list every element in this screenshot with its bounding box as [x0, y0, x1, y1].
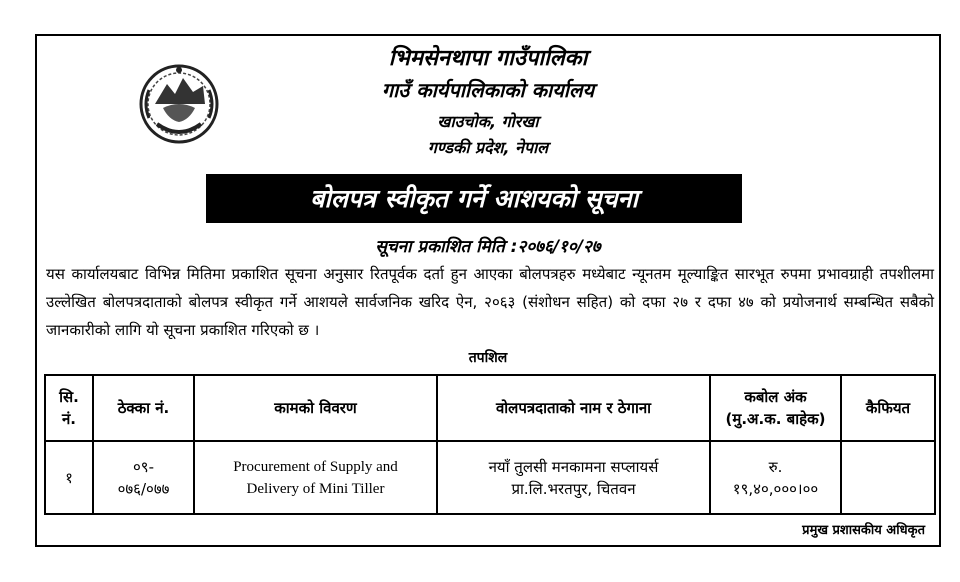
signatory: प्रमुख प्रशासकीय अधिकृत — [802, 523, 925, 538]
published-date: सूचना प्रकाशित मिति :२०७६/१०/२७ — [375, 237, 601, 257]
notice-title-banner: बोलपत्र स्वीकृत गर्ने आशयको सूचना — [206, 174, 742, 223]
header-bidder: वोलपत्रदाताको नाम र ठेगाना — [437, 375, 710, 441]
notice-body: यस कार्यालयबाट विभिन्न मितिमा प्रकाशित सूचना अनुसार रितपूर्वक दर्ता हुन आएका बोलपत्रहरु मध्येबाट न्यूनतम मूल्याङ्कित सारभूत रुपमा प्रभावग्राही तपशीलमा उल्लेखित बोलपत्रदाताको बोलपत्र स्वीकृत गर्ने आशयले सार्वजनिक खरिद ऐन, २०६३ (संशोधन सहित) को दफा २७ र दफा ४७ को प्रयोजनार्थ सम्बन्धित सबैको जानकारीको लागि यो सूचना प्रकाशित गरिएको छ । — [46, 265, 934, 339]
cell-remarks — [841, 441, 935, 514]
cell-bid-amount — [710, 441, 841, 514]
nepal-government-emblem-icon — [133, 60, 225, 148]
bid-amount: १९,४०,०००।०० — [732, 479, 819, 498]
header-serial-number — [45, 375, 93, 441]
office-name: भिमसेनथापा गाउँपालिका — [388, 46, 588, 71]
office-subtitle: गाउँ कार्यपालिकाको कार्यालय — [381, 78, 595, 102]
header-remarks: कैफियत — [841, 375, 935, 441]
description-line-1: Procurement of Supply and — [233, 458, 398, 475]
table-header-row — [45, 375, 935, 441]
header-serial-line-1: सि. — [59, 388, 79, 406]
contract-number-line-1: ०९- — [132, 457, 154, 476]
notice-frame — [35, 34, 941, 547]
table-row — [45, 441, 935, 514]
details-heading: तपशिल — [468, 350, 508, 366]
header-work-description: कामको विवरण — [194, 375, 437, 441]
cell-contract-number — [93, 441, 194, 514]
contract-number-line-2: ०७६/०७७ — [117, 479, 170, 498]
address-line-1: खाउचोक, गोरखा — [437, 112, 539, 131]
header-bid-amount-line-2: (मु.अ.क. बाहेक) — [725, 410, 826, 428]
cell-work-description — [194, 441, 437, 514]
header-bid-amount-line-1: कबोल अंक — [744, 388, 807, 406]
cell-serial-number: १ — [45, 441, 93, 514]
description-line-2: Delivery of Mini Tiller — [246, 480, 385, 497]
header-serial-line-2: नं. — [61, 410, 77, 428]
bid-currency: रु. — [768, 457, 783, 476]
bidder-line-1: नयाँ तुलसी मनकामना सप्लायर्स — [488, 457, 659, 476]
bidder-line-2: प्रा.लि.भरतपुर, चितवन — [511, 479, 636, 498]
header-bid-amount — [710, 375, 841, 441]
header-contract-number: ठेक्का नं. — [93, 375, 194, 441]
cell-bidder — [437, 441, 710, 514]
awards-table — [44, 374, 936, 515]
address-line-2: गण्डकी प्रदेश, नेपाल — [427, 138, 549, 157]
